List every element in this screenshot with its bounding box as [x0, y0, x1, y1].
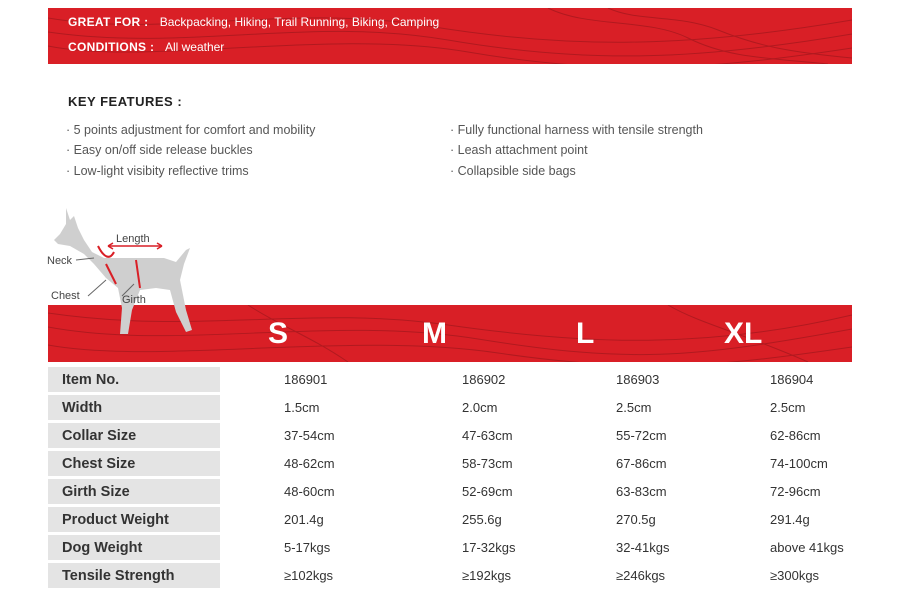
- table-cell: 201.4g: [284, 512, 324, 527]
- table-cell: 48-60cm: [284, 484, 335, 499]
- table-cell: 72-96cm: [770, 484, 821, 499]
- table-row: [48, 563, 852, 588]
- row-label: Chest Size: [48, 451, 220, 476]
- table-cell: 2.0cm: [462, 400, 498, 415]
- spec-table-body: [48, 367, 852, 588]
- table-cell: ≥300kgs: [770, 568, 820, 583]
- feature-item: · 5 points adjustment for comfort and mobility: [66, 123, 316, 137]
- neck-label: Neck: [47, 255, 73, 267]
- table-cell: 52-69cm: [462, 484, 513, 499]
- table-cell: 2.5cm: [770, 400, 806, 415]
- size-header-s: S: [268, 317, 289, 350]
- info-banner: [48, 8, 852, 64]
- great-for-line: [68, 15, 439, 29]
- size-header-xl: XL: [724, 317, 763, 350]
- table-cell: 67-86cm: [616, 456, 667, 471]
- great-for-label: GREAT FOR :: [68, 15, 149, 29]
- conditions-line: [68, 40, 224, 54]
- table-cell: 186901: [284, 372, 328, 387]
- size-header-m: M: [422, 317, 447, 350]
- feature-item: · Easy on/off side release buckles: [66, 143, 253, 157]
- table-cell: 1.5cm: [284, 400, 320, 415]
- table-cell: 47-63cm: [462, 428, 513, 443]
- great-for-value: Backpacking, Hiking, Trail Running, Biking, Camping: [159, 15, 440, 29]
- row-label: Collar Size: [48, 423, 220, 448]
- row-label: Dog Weight: [48, 535, 220, 560]
- table-cell: 55-72cm: [616, 428, 667, 443]
- dog-measurement-diagram: [44, 200, 204, 345]
- feature-item: · Fully functional harness with tensile strength: [450, 123, 703, 137]
- table-cell: 37-54cm: [284, 428, 335, 443]
- feature-item: · Collapsible side bags: [450, 164, 576, 178]
- feature-item: · Leash attachment point: [450, 143, 588, 157]
- table-row: [48, 535, 852, 560]
- table-cell: 186904: [770, 372, 814, 387]
- table-cell: ≥246kgs: [616, 568, 666, 583]
- table-cell: 32-41kgs: [616, 540, 670, 555]
- row-label: Product Weight: [48, 507, 220, 532]
- table-row: [48, 395, 852, 420]
- table-cell: 63-83cm: [616, 484, 667, 499]
- table-cell: 270.5g: [616, 512, 656, 527]
- table-cell: 291.4g: [770, 512, 810, 527]
- row-label: Item No.: [48, 367, 220, 392]
- table-row: [48, 507, 852, 532]
- table-row: [48, 451, 852, 476]
- table-cell: 186903: [616, 372, 660, 387]
- table-cell: 186902: [462, 372, 506, 387]
- table-cell: 2.5cm: [616, 400, 652, 415]
- dog-silhouette-icon: [44, 200, 204, 345]
- table-cell: 5-17kgs: [284, 540, 331, 555]
- table-cell: 255.6g: [462, 512, 502, 527]
- row-label: Width: [48, 395, 220, 420]
- conditions-label: CONDITIONS :: [68, 40, 155, 54]
- table-cell: ≥102kgs: [284, 568, 334, 583]
- girth-label: Girth: [122, 294, 146, 306]
- table-cell: 48-62cm: [284, 456, 335, 471]
- table-row: [48, 479, 852, 504]
- table-cell: 58-73cm: [462, 456, 513, 471]
- key-features-title: KEY FEATURES :: [68, 94, 183, 109]
- table-cell: above 41kgs: [770, 540, 844, 555]
- spec-table: [48, 364, 852, 591]
- length-label: Length: [116, 233, 150, 245]
- size-header-l: L: [576, 317, 595, 350]
- chest-label: Chest: [51, 290, 80, 302]
- feature-item: · Low-light visibity reflective trims: [66, 164, 249, 178]
- table-cell: 62-86cm: [770, 428, 821, 443]
- table-row: [48, 367, 852, 392]
- table-row: [48, 423, 852, 448]
- row-label: Girth Size: [48, 479, 220, 504]
- conditions-value: All weather: [164, 40, 225, 54]
- row-label: Tensile Strength: [48, 563, 220, 588]
- table-cell: 17-32kgs: [462, 540, 516, 555]
- table-cell: ≥192kgs: [462, 568, 512, 583]
- table-cell: 74-100cm: [770, 456, 828, 471]
